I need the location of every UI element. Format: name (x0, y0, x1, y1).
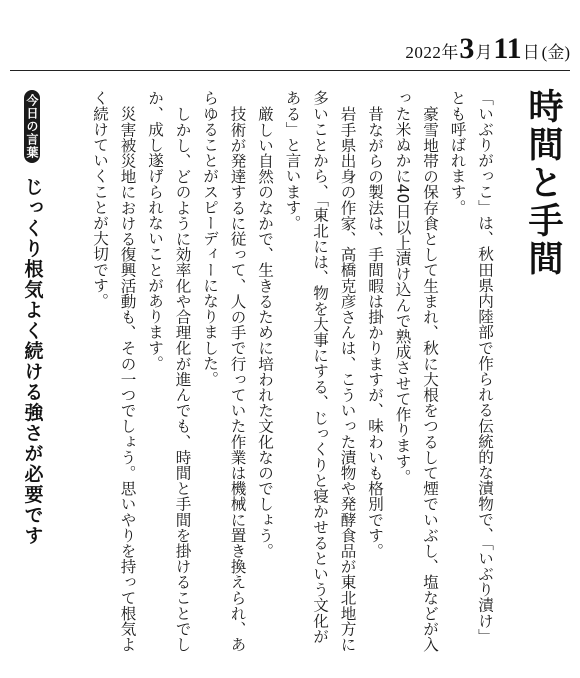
date-weekday: (金) (541, 43, 570, 62)
date-day: 11 (493, 32, 522, 65)
paragraph-6: 技術が発達するに従って、人の手で行っていた作業は機械に置き換えられ、あらゆることがスピーディーになりました。 (201, 90, 247, 652)
date-year-unit: 年 (441, 43, 459, 62)
paragraph-7: しかし、どのように効率化や合理化が進んでも、時間と手間を掛けることでしか、成し遂げられないことがあります。 (146, 90, 192, 652)
paragraph-4: 岩手県出身の作家、高橋克彦さんは、こういった漬物や発酵食品が東北地方に多いことから、「東北には、物を大事にする、じっくりと寝かせるという文化がある」と言います。 (283, 90, 357, 652)
date-day-unit: 日 (522, 43, 540, 62)
article-body (91, 90, 498, 656)
date-year: 2022 (405, 43, 442, 62)
paragraph-5: 厳しい自然のなかで、生きるために培われた文化なのでしょう。 (256, 105, 274, 558)
date-month: 3 (459, 32, 475, 65)
header-divider (10, 70, 570, 71)
paragraph-3: 昔ながらの製法は、手間暇は掛かりますが、味わいも格別です。 (366, 105, 384, 558)
todays-word-label: 今日の言葉 (24, 90, 40, 163)
todays-word-box (16, 90, 48, 546)
todays-word-text: じっくり根気よく続ける強さが必要です (21, 177, 44, 546)
paragraph-1: 「いぶりがっこ」は、秋田県内陸部で作られる伝統的な漬物で、「いぶり漬け」とも呼ばれます。 (448, 90, 494, 644)
paragraph-2: 豪雪地帯の保存食として生まれ、秋に大根をつるして煙でいぶし、塩などが入った米ぬかに40日以上漬け込んで熟成させて作ります。 (393, 90, 439, 652)
date-header (405, 32, 570, 66)
paragraph-8: 災害被災地における復興活動も、その一つでしょう。思いやりを持って根気よく続けていくことが大切です。 (91, 90, 137, 652)
article-title: 時間と手間 (523, 88, 563, 278)
date-month-unit: 月 (475, 43, 493, 62)
